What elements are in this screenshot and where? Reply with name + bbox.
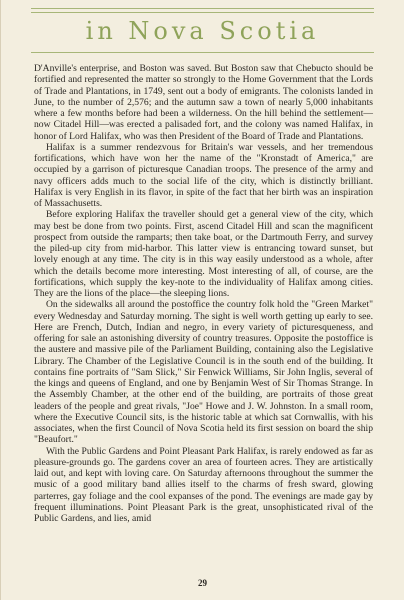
paragraph: D'Anville's enterprise, and Boston was saved. But Boston saw that Chebucto should be fortified and represented the matter so strongly to the Home Government that the Lords of Trade and Plantations, in 1749, sent out a body of emigrants. The colonists landed in June, to the number of 2,576; and the autumn saw a town of nearly 5,000 inhabitants where a few months before had been a wilderness. On the hill behind the settlement—now Citadel Hill—was erected a palisaded fort, and the colony was named Halifax, in honor of Lord Halifax, who was then President of the Board of Trade and Plantations. (34, 63, 373, 142)
paragraph: Halifax is a summer rendezvous for Britain's war vessels, and her tremendous fortifications, which have won her the name of the "Kronstadt of America," are occupied by a garrison of picturesque Canadian troops. The presence of the army and navy officers adds much to the social life of the city, which is distinctly brilliant. Halifax is very English in its flavor, in spite of the fact that her birth was an inspiration of Massachusetts. (34, 141, 373, 209)
running-head: in Nova Scotia (85, 17, 320, 45)
page-number: 29 (198, 578, 207, 588)
paragraph: Before exploring Halifax the traveller should get a general view of the city, which may best be done from two points. First, ascend Citadel Hill and scan the magnificent prospect from outside the ramparts; then take boat, or the Dartmouth Ferry, and survey the piled-up city from mid-harbor. This latter view is entrancing toward sunset, but lovely enough at any time. The city is in this way easily understood as a whole, after which the details become more interesting. Most interesting of all, of course, are the fortifications, which supply the key-note to the individuality of Halifax among cities. They are the lions of the place—the sleeping lions. (34, 209, 373, 299)
header-rule-bottom (31, 52, 374, 53)
paragraph: On the sidewalks all around the postoffice the country folk hold the "Green Market" every Wednesday and Saturday morning. The sight is well worth getting up early to see. Here are French, Dutch, Indian and negro, in every variety of picturesqueness, and offering for sale an astonishing diversity of country treasures. Opposite the postoffice is the austere and massive pile of the Parliament Building, containing also the Legislative Library. The Chamber of the Legislative Council is in the south end of the building. It contains fine portraits of "Sam Slick," Sir Fenwick Williams, Sir John Inglis, several of the kings and queens of England, and one by Benjamin West of Sir Thomas Strange. In the Assembly Chamber, at the other end of the building, are portraits of those great leaders of the people and great rivals, "Joe" Howe and J. W. Johnston. In a small room, where the Executive Council sits, is the historic table at which sat Cornwallis, with his associates, when the first Council of Nova Scotia held its first session on board the ship "Beaufort." (34, 299, 373, 446)
header-rule-top (31, 8, 374, 13)
body-text (34, 63, 373, 524)
paragraph: With the Public Gardens and Point Pleasant Park Halifax, is rarely endowed as far as pleasure-grounds go. The gardens cover an area of fourteen acres. They are artistically laid out, and kept with loving care. On Saturday afternoons throughout the summer the music of a good military band allies itself to the charms of fresh sward, glowing parterres, gay foliage and the cool expanses of the pond. The evenings are made gay by frequent illuminations. Point Pleasant Park is the great, unsophisticated rival of the Public Gardens, and lies, amid (34, 445, 373, 524)
